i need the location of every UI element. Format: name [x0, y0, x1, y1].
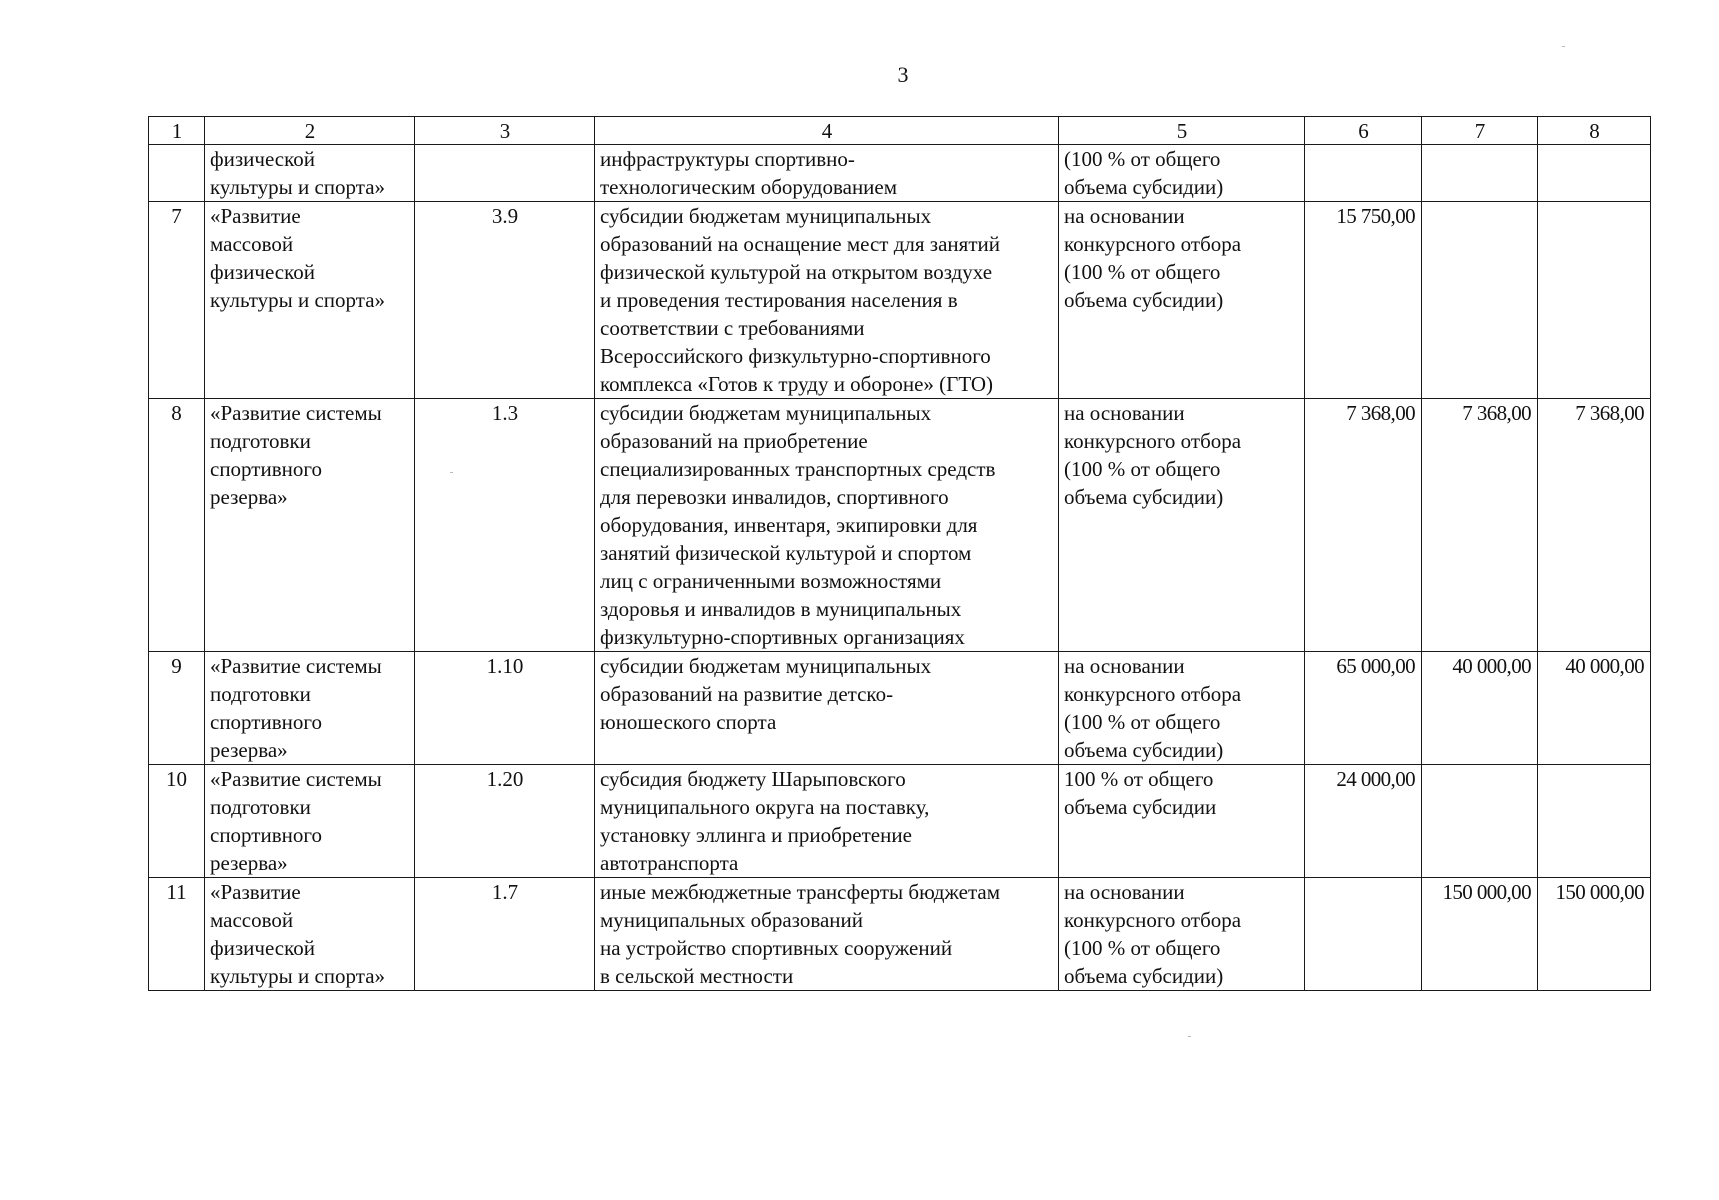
amount-cell: 150 000,00: [1538, 878, 1651, 991]
description-cell: субсидия бюджету Шарыповского муниципального округа на поставку, установку эллинга и приобретение автотранспорта: [595, 765, 1059, 878]
basis-cell: на основании конкурсного отбора (100 % от общего объема субсидии): [1059, 399, 1305, 652]
code-cell: 1.3: [415, 399, 595, 652]
description-cell: субсидии бюджетам муниципальных образований на оснащение мест для занятий физической культурой на открытом воздухе и проведения тестирования населения в соответствии с требованиями Всероссийского физкультурно-спортивного комплекса «Готов к труду и обороне» (ГТО): [595, 202, 1059, 399]
table-row: [149, 765, 1651, 878]
description-cell: субсидии бюджетам муниципальных образований на развитие детско- юношеского спорта: [595, 652, 1059, 765]
column-number-cell: 3: [415, 117, 595, 145]
amount-cell: 40 000,00: [1422, 652, 1538, 765]
amount-cell: [1538, 145, 1651, 202]
row-number-cell: 7: [149, 202, 205, 399]
code-cell: 1.10: [415, 652, 595, 765]
scan-speck: [1562, 46, 1565, 47]
basis-cell: 100 % от общего объема субсидии: [1059, 765, 1305, 878]
code-cell: 1.7: [415, 878, 595, 991]
basis-cell: на основании конкурсного отбора (100 % от общего объема субсидии): [1059, 652, 1305, 765]
program-cell: «Развитие системы подготовки спортивного резерва»: [205, 765, 415, 878]
scan-speck: [1188, 1036, 1191, 1037]
column-number-cell: 7: [1422, 117, 1538, 145]
program-cell: «Развитие массовой физической культуры и спорта»: [205, 878, 415, 991]
row-number-cell: 11: [149, 878, 205, 991]
program-cell: физической культуры и спорта»: [205, 145, 415, 202]
basis-cell: на основании конкурсного отбора (100 % от общего объема субсидии): [1059, 878, 1305, 991]
column-number-cell: 8: [1538, 117, 1651, 145]
basis-cell: на основании конкурсного отбора (100 % от общего объема субсидии): [1059, 202, 1305, 399]
page-number: 3: [897, 62, 909, 87]
scan-speck: [450, 472, 453, 473]
row-number-cell: 8: [149, 399, 205, 652]
description-cell: иные межбюджетные трансферты бюджетам муниципальных образований на устройство спортивных сооружений в сельской местности: [595, 878, 1059, 991]
program-cell: «Развитие массовой физической культуры и спорта»: [205, 202, 415, 399]
description-cell: субсидии бюджетам муниципальных образований на приобретение специализированных транспортных средств для перевозки инвалидов, спортивного оборудования, инвентаря, экипировки для занятий физической культурой и спортом лиц с ограниченными возможностями здоровья и инвалидов в муниципальных физкультурно-спортивных организациях: [595, 399, 1059, 652]
code-cell: [415, 145, 595, 202]
column-number-cell: 6: [1305, 117, 1422, 145]
amount-cell: [1538, 765, 1651, 878]
column-number-cell: 5: [1059, 117, 1305, 145]
amount-cell: 150 000,00: [1422, 878, 1538, 991]
amount-cell: [1305, 878, 1422, 991]
code-cell: 3.9: [415, 202, 595, 399]
description-cell: инфраструктуры спортивно- технологическим оборудованием: [595, 145, 1059, 202]
column-number-cell: 2: [205, 117, 415, 145]
table-row: [149, 878, 1651, 991]
amount-cell: 24 000,00: [1305, 765, 1422, 878]
amount-cell: 7 368,00: [1538, 399, 1651, 652]
table-row: [149, 145, 1651, 202]
column-number-cell: 4: [595, 117, 1059, 145]
basis-cell: (100 % от общего объема субсидии): [1059, 145, 1305, 202]
amount-cell: [1305, 145, 1422, 202]
row-number-cell: 10: [149, 765, 205, 878]
column-number-row: [149, 117, 1651, 145]
amount-cell: [1538, 202, 1651, 399]
row-number-cell: [149, 145, 205, 202]
program-cell: «Развитие системы подготовки спортивного резерва»: [205, 652, 415, 765]
table-row: [149, 399, 1651, 652]
amount-cell: [1422, 145, 1538, 202]
amount-cell: 40 000,00: [1538, 652, 1651, 765]
code-cell: 1.20: [415, 765, 595, 878]
amount-cell: [1422, 202, 1538, 399]
amount-cell: 7 368,00: [1305, 399, 1422, 652]
table-row: [149, 202, 1651, 399]
subsidy-table: [148, 116, 1651, 991]
program-cell: «Развитие системы подготовки спортивного резерва»: [205, 399, 415, 652]
table-row: [149, 652, 1651, 765]
amount-cell: 7 368,00: [1422, 399, 1538, 652]
amount-cell: 65 000,00: [1305, 652, 1422, 765]
amount-cell: [1422, 765, 1538, 878]
column-number-cell: 1: [149, 117, 205, 145]
amount-cell: 15 750,00: [1305, 202, 1422, 399]
row-number-cell: 9: [149, 652, 205, 765]
